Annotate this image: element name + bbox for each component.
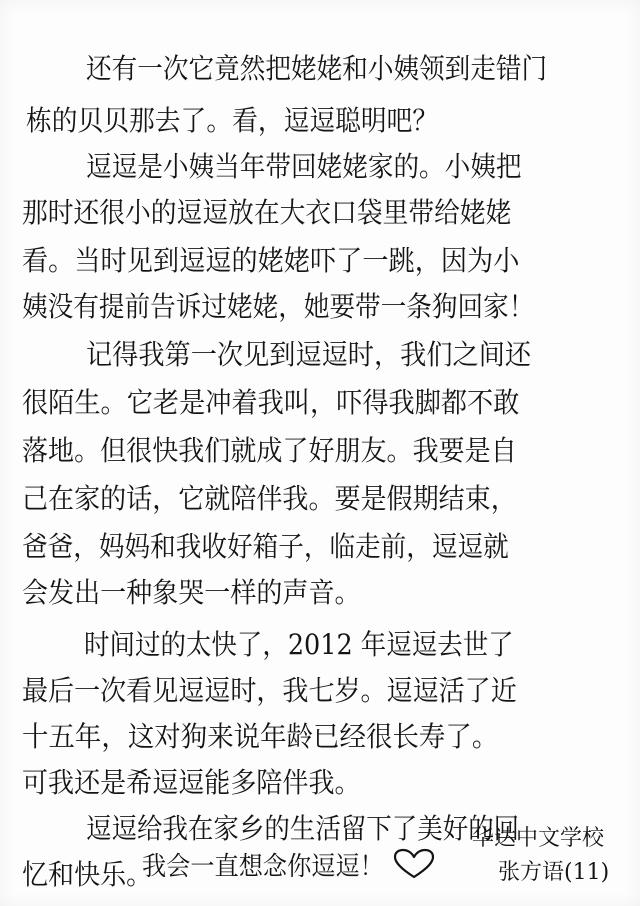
essay-line-3: 逗逗是小姨当年带回姥姥家的。小姨把 bbox=[86, 150, 522, 183]
essay-line-12: 会发出一种象哭一样的声音。 bbox=[22, 576, 361, 609]
essay-line-13: 时间过的太快了，2012 年逗逗去世了 bbox=[84, 628, 514, 661]
essay-line-1: 还有一次它竟然把姥姥和小姨领到走错门 bbox=[86, 52, 548, 85]
essay-line-10: 己在家的话，它就陪伴我。要是假期结束， bbox=[22, 482, 517, 515]
essay-line-18: 忆和快乐。 bbox=[22, 858, 153, 891]
essay-line-7: 记得我第一次见到逗逗时，我们之间还 bbox=[86, 338, 532, 371]
essay-line-17: 逗逗给我在家乡的生活留下了美好的回 bbox=[86, 812, 520, 845]
author-name: 张方语(11) bbox=[498, 860, 610, 885]
essay-line-5: 看。当时见到逗逗的姥姥吓了一跳，因为小 bbox=[22, 244, 520, 277]
essay-line-11: 爸爸，妈妈和我收好箱子，临走前，逗逗就 bbox=[22, 530, 509, 563]
heart-icon bbox=[392, 848, 436, 885]
essay-line-2: 栋的贝贝那去了。看，逗逗聪明吧？ bbox=[26, 104, 439, 137]
essay-line-14: 最后一次看见逗逗时，我七岁。逗逗活了近 bbox=[22, 674, 517, 707]
essay-line-4: 那时还很小的逗逗放在大衣口袋里带给姥姥 bbox=[22, 196, 512, 229]
essay-line-15: 十五年，这对狗来说年龄已经很长寿了。 bbox=[22, 720, 499, 753]
closing-text: 我会一直想念你逗逗！ bbox=[142, 851, 384, 882]
essay-line-16: 可我还是希逗逗能多陪伴我。 bbox=[22, 766, 361, 799]
school-name: 华达中文学校 bbox=[472, 826, 605, 851]
essay-line-9: 落地。但很快我们就成了好朋友。我要是自 bbox=[22, 434, 517, 467]
closing-line bbox=[142, 848, 436, 888]
essay-line-8: 很陌生。它老是冲着我叫，吓得我脚都不敢 bbox=[22, 386, 520, 419]
essay-line-6: 姨没有提前告诉过姥姥，她要带一条狗回家！ bbox=[22, 290, 535, 323]
